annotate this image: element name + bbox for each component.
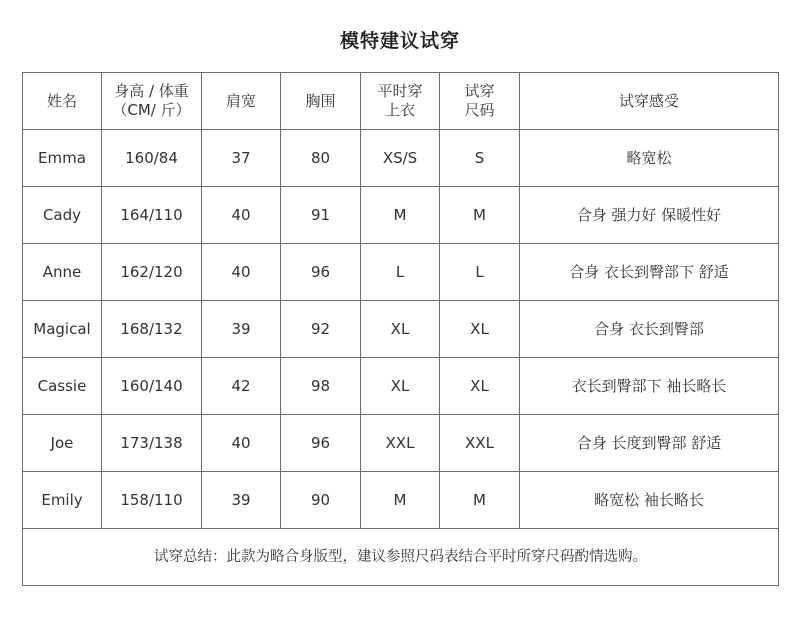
header-row	[23, 73, 779, 130]
cell-name: Joe	[23, 415, 102, 472]
header-tried-size: 试穿 尺码	[440, 73, 520, 130]
cell-name: Emma	[23, 130, 102, 187]
cell-tried-size: S	[440, 130, 520, 187]
cell-height-weight: 158/110	[102, 472, 202, 529]
cell-usual-size: M	[361, 187, 440, 244]
header-usual-top-size: 平时穿 上衣	[361, 73, 440, 130]
cell-feedback: 合身 长度到臀部 舒适	[520, 415, 779, 472]
cell-shoulder: 37	[202, 130, 281, 187]
header-shoulder: 肩宽	[202, 73, 281, 130]
table-row	[23, 472, 779, 529]
cell-usual-size: XS/S	[361, 130, 440, 187]
cell-height-weight: 162/120	[102, 244, 202, 301]
cell-feedback: 衣长到臀部下 袖长略长	[520, 358, 779, 415]
cell-tried-size: XL	[440, 301, 520, 358]
cell-height-weight: 164/110	[102, 187, 202, 244]
cell-feedback: 略宽松 袖长略长	[520, 472, 779, 529]
header-name: 姓名	[23, 73, 102, 130]
cell-feedback: 略宽松	[520, 130, 779, 187]
header-chest: 胸围	[281, 73, 361, 130]
cell-feedback: 合身 衣长到臀部下 舒适	[520, 244, 779, 301]
model-fit-table	[22, 72, 779, 586]
table-row	[23, 358, 779, 415]
header-fit-feedback: 试穿感受	[520, 73, 779, 130]
cell-height-weight: 160/140	[102, 358, 202, 415]
table-row	[23, 130, 779, 187]
cell-usual-size: M	[361, 472, 440, 529]
cell-chest: 98	[281, 358, 361, 415]
cell-tried-size: L	[440, 244, 520, 301]
cell-usual-size: XL	[361, 358, 440, 415]
cell-shoulder: 42	[202, 358, 281, 415]
table-row	[23, 187, 779, 244]
cell-name: Cassie	[23, 358, 102, 415]
cell-shoulder: 39	[202, 301, 281, 358]
cell-chest: 80	[281, 130, 361, 187]
cell-tried-size: XL	[440, 358, 520, 415]
cell-name: Emily	[23, 472, 102, 529]
cell-shoulder: 39	[202, 472, 281, 529]
cell-shoulder: 40	[202, 187, 281, 244]
table-row	[23, 244, 779, 301]
cell-name: Anne	[23, 244, 102, 301]
cell-chest: 96	[281, 415, 361, 472]
cell-name: Magical	[23, 301, 102, 358]
cell-feedback: 合身 衣长到臀部	[520, 301, 779, 358]
cell-name: Cady	[23, 187, 102, 244]
cell-height-weight: 160/84	[102, 130, 202, 187]
cell-feedback: 合身 强力好 保暖性好	[520, 187, 779, 244]
cell-usual-size: L	[361, 244, 440, 301]
cell-height-weight: 168/132	[102, 301, 202, 358]
cell-height-weight: 173/138	[102, 415, 202, 472]
summary-row	[23, 529, 779, 586]
cell-usual-size: XL	[361, 301, 440, 358]
header-height-weight: 身高 / 体重 （CM/ 斤）	[102, 73, 202, 130]
cell-tried-size: M	[440, 472, 520, 529]
page-title: 模特建议试穿	[339, 30, 460, 52]
cell-tried-size: XXL	[440, 415, 520, 472]
table-row	[23, 415, 779, 472]
cell-chest: 92	[281, 301, 361, 358]
cell-tried-size: M	[440, 187, 520, 244]
cell-chest: 91	[281, 187, 361, 244]
table-row	[23, 301, 779, 358]
summary-text: 试穿总结：此款为略合身版型，建议参照尺码表结合平时所穿尺码酌情选购。	[23, 529, 779, 586]
cell-shoulder: 40	[202, 415, 281, 472]
cell-shoulder: 40	[202, 244, 281, 301]
cell-chest: 90	[281, 472, 361, 529]
cell-usual-size: XXL	[361, 415, 440, 472]
cell-chest: 96	[281, 244, 361, 301]
